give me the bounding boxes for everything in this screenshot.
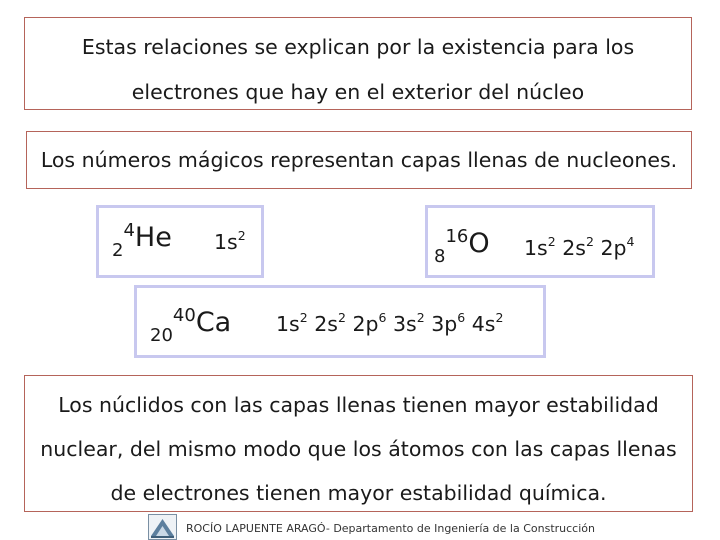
oxygen-mass-number: 16 [445, 226, 469, 247]
calcium-mass-number: 40 [172, 305, 196, 326]
intro-line-2: electrones que hay en el exterior del núcleo [131, 80, 585, 104]
calcium-atomic-number: 20 [150, 325, 173, 346]
helium-nuclide [112, 220, 172, 261]
helium-symbol: He [134, 222, 172, 253]
helium-atomic-number: 2 [112, 240, 124, 261]
conclusion-line-2: nuclear, del mismo modo que los átomos con las capas llenas [40, 437, 677, 461]
calcium-symbol: Ca [195, 307, 232, 338]
intro-box [24, 17, 692, 110]
calcium-configuration: $1s^2$ $2s^2$ $2p^6$ $3s^2$ $3p^6$ $4s^2$ [276, 310, 504, 336]
oxygen-nuclide [434, 226, 490, 267]
footer-credit: ROCÍO LAPUENTE ARAGÓ- Departamento de Ingeniería de la Construcción [186, 522, 595, 535]
university-logo-icon [148, 514, 177, 540]
magic-numbers-box [26, 131, 692, 189]
oxygen-configuration: $1s^2$ $2s^2$ $2p^4$ [524, 234, 635, 260]
magic-numbers-text: Los números mágicos representan capas llenas de nucleones. [40, 148, 678, 172]
oxygen-symbol: O [468, 228, 490, 259]
calcium-nuclide [150, 305, 232, 346]
conclusion-box [24, 375, 693, 512]
intro-line-1: Estas relaciones se explican por la existencia para los [81, 35, 635, 59]
helium-mass-number: 4 [123, 220, 135, 241]
conclusion-line-3: de electrones tienen mayor estabilidad química. [110, 481, 607, 505]
oxygen-atomic-number: 8 [434, 246, 446, 267]
helium-configuration: $1s^2$ [214, 228, 246, 254]
conclusion-line-1: Los núclidos con las capas llenas tienen mayor estabilidad [58, 393, 659, 417]
